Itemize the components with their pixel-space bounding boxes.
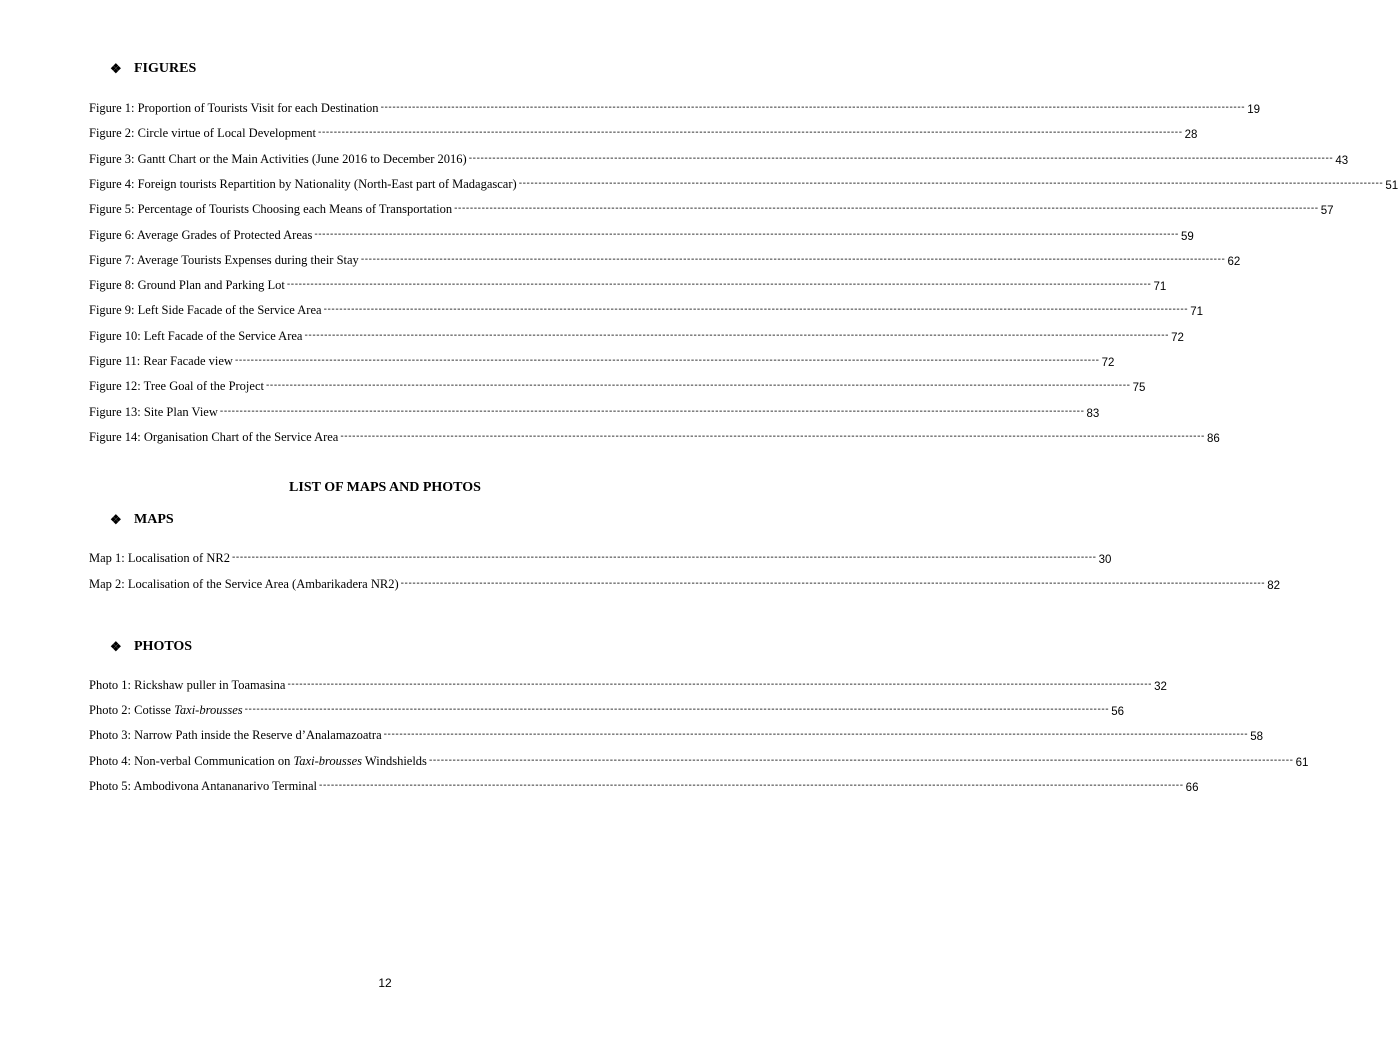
- photos-heading: [110, 639, 192, 655]
- entry-page-number: 66: [1185, 781, 1199, 794]
- figure-entry[interactable]: [89, 201, 1334, 218]
- entry-label-prefix: Photo 5: Ambodivona Antananarivo Terminal: [89, 778, 318, 793]
- entry-label: Figure 11: Rear Facade view: [89, 354, 233, 368]
- figure-entry[interactable]: [89, 429, 1220, 445]
- list-title: LIST OF MAPS AND PHOTOS: [289, 480, 481, 495]
- entry-label: Figure 3: Gantt Chart or the Main Activities (June 2016 to December 2016): [89, 151, 467, 166]
- entry-label: Figure 5: Percentage of Tourists Choosing each Means of Transportation: [89, 202, 453, 217]
- entry-page-number: 75: [1132, 382, 1146, 395]
- dot-leader: ----------------------------------------------------------------------------------------------------------------------------------------------------------------------------------------------------------------------------: [265, 380, 1131, 392]
- dot-leader: ----------------------------------------------------------------------------------------------------------------------------------------------------------------------------------------------------------------------------: [454, 203, 1319, 215]
- entry-page-number: 43: [1335, 154, 1349, 167]
- dot-leader: ----------------------------------------------------------------------------------------------------------------------------------------------------------------------------------------------------------------------------: [304, 329, 1170, 341]
- entry-page-number: 71: [1153, 281, 1167, 294]
- entry-page-number: 82: [1267, 579, 1281, 592]
- figure-entry[interactable]: [89, 227, 1194, 243]
- entry-page-number: 28: [1184, 129, 1198, 142]
- dot-leader: ----------------------------------------------------------------------------------------------------------------------------------------------------------------------------------------------------------------------------: [468, 152, 1334, 164]
- entry-label: Figure 6: Average Grades of Protected Areas: [89, 227, 313, 242]
- dot-leader: ----------------------------------------------------------------------------------------------------------------------------------------------------------------------------------------------------------------------------: [314, 228, 1179, 240]
- figure-entry[interactable]: [89, 277, 1167, 294]
- figure-entry[interactable]: [89, 125, 1198, 142]
- entry-label: Figure 1: Proportion of Tourists Visit for each Destination: [89, 101, 379, 115]
- entry-page-number: 56: [1111, 706, 1125, 719]
- figure-entry[interactable]: [89, 151, 1349, 167]
- page-number: 12: [378, 976, 392, 990]
- figure-entry[interactable]: [89, 176, 1398, 192]
- dot-leader: ----------------------------------------------------------------------------------------------------------------------------------------------------------------------------------------------------------------------------: [323, 304, 1189, 316]
- entry-page-number: 59: [1180, 230, 1194, 243]
- entry-label: Figure 12: Tree Goal of the Project: [89, 379, 264, 394]
- entry-label: Figure 10: Left Facade of the Service Area: [89, 328, 303, 343]
- entry-label: Figure 14: Organisation Chart of the Service Area: [89, 429, 339, 444]
- entry-label: Figure 4: Foreign tourists Repartition by Nationality (North-East part of Madagascar): [89, 176, 517, 191]
- maps-heading-label: MAPS: [134, 512, 174, 527]
- entry-label: Map 1: Localisation of NR2: [89, 551, 230, 565]
- entry-label: Figure 8: Ground Plan and Parking Lot: [89, 278, 285, 293]
- entry-label: Figure 13: Site Plan View: [89, 404, 218, 419]
- figure-entry[interactable]: [89, 353, 1115, 369]
- dot-leader: ----------------------------------------------------------------------------------------------------------------------------------------------------------------------------------------------------------------------------: [244, 704, 1110, 716]
- figure-entry[interactable]: [89, 302, 1203, 319]
- figures-heading-label: FIGURES: [134, 61, 197, 76]
- entry-label-italic: Taxi-brousses: [293, 753, 363, 768]
- dot-leader: ----------------------------------------------------------------------------------------------------------------------------------------------------------------------------------------------------------------------------: [360, 253, 1226, 265]
- figure-entry[interactable]: [89, 378, 1146, 395]
- photo-entry[interactable]: [89, 778, 1199, 794]
- figures-heading: [110, 61, 196, 77]
- entry-label: Figure 9: Left Side Facade of the Service Area: [89, 303, 322, 318]
- entry-label: Figure 7: Average Tourists Expenses during their Stay: [89, 252, 359, 267]
- entry-label: Figure 2: Circle virtue of Local Development: [89, 126, 317, 141]
- entry-label: Map 2: Localisation of the Service Area (Ambarikadera NR2): [89, 576, 399, 591]
- dot-leader: ----------------------------------------------------------------------------------------------------------------------------------------------------------------------------------------------------------------------------: [428, 754, 1294, 766]
- maps-heading: [110, 512, 174, 528]
- entry-label-prefix: Photo 2: Cotisse: [89, 703, 175, 718]
- figure-entry[interactable]: [89, 252, 1241, 268]
- entry-label: [89, 703, 243, 718]
- dot-leader: ----------------------------------------------------------------------------------------------------------------------------------------------------------------------------------------------------------------------------: [380, 102, 1246, 113]
- entry-page-number: 58: [1250, 731, 1264, 744]
- dot-leader: ----------------------------------------------------------------------------------------------------------------------------------------------------------------------------------------------------------------------------: [319, 779, 1184, 791]
- dot-leader: ----------------------------------------------------------------------------------------------------------------------------------------------------------------------------------------------------------------------------: [286, 279, 1152, 291]
- entry-page-number: 86: [1206, 432, 1220, 445]
- dot-leader: ----------------------------------------------------------------------------------------------------------------------------------------------------------------------------------------------------------------------------: [400, 577, 1266, 589]
- dot-leader: ----------------------------------------------------------------------------------------------------------------------------------------------------------------------------------------------------------------------------: [234, 355, 1100, 366]
- dot-leader: ----------------------------------------------------------------------------------------------------------------------------------------------------------------------------------------------------------------------------: [318, 127, 1183, 139]
- photo-entry[interactable]: [89, 727, 1264, 744]
- entry-page-number: 62: [1227, 255, 1241, 268]
- photo-entry[interactable]: [89, 753, 1309, 769]
- entry-page-number: 61: [1295, 756, 1309, 769]
- diamond-bullet-icon: ❖: [110, 61, 122, 76]
- entry-label: [89, 754, 427, 769]
- entry-label: [89, 728, 382, 743]
- map-entry[interactable]: [89, 576, 1281, 592]
- figure-entry[interactable]: [89, 328, 1184, 344]
- entry-page-number: 51: [1385, 179, 1398, 192]
- entry-page-number: 72: [1171, 331, 1184, 344]
- entry-label-italic: Taxi-brousses: [174, 703, 243, 718]
- dot-leader: ----------------------------------------------------------------------------------------------------------------------------------------------------------------------------------------------------------------------------: [340, 430, 1205, 442]
- photos-heading-label: PHOTOS: [134, 639, 193, 654]
- entry-page-number: 83: [1086, 407, 1100, 420]
- entry-page-number: 72: [1101, 357, 1115, 369]
- dot-leader: ----------------------------------------------------------------------------------------------------------------------------------------------------------------------------------------------------------------------------: [383, 729, 1249, 741]
- entry-label: [89, 678, 285, 693]
- diamond-bullet-icon: ❖: [110, 639, 122, 654]
- map-entry[interactable]: [89, 550, 1112, 566]
- entry-page-number: 19: [1247, 104, 1260, 116]
- entry-label-suffix: Windshields: [362, 753, 427, 768]
- dot-leader: ----------------------------------------------------------------------------------------------------------------------------------------------------------------------------------------------------------------------------: [231, 552, 1097, 563]
- entry-label-prefix: Photo 4: Non-verbal Communication on: [89, 753, 294, 768]
- dot-leader: ----------------------------------------------------------------------------------------------------------------------------------------------------------------------------------------------------------------------------: [287, 679, 1153, 690]
- dot-leader: ----------------------------------------------------------------------------------------------------------------------------------------------------------------------------------------------------------------------------: [518, 177, 1384, 189]
- entry-label: [89, 779, 317, 794]
- dot-leader: ----------------------------------------------------------------------------------------------------------------------------------------------------------------------------------------------------------------------------: [219, 405, 1085, 417]
- diamond-bullet-icon: ❖: [110, 512, 122, 527]
- figure-entry[interactable]: [89, 100, 1260, 116]
- entry-label-prefix: Photo 1: Rickshaw puller in Toamasina: [89, 678, 286, 692]
- entry-label-prefix: Photo 3: Narrow Path inside the Reserve d’Analamazoatra: [89, 728, 382, 743]
- figure-entry[interactable]: [89, 404, 1100, 420]
- entry-page-number: 30: [1098, 554, 1112, 566]
- photo-entry[interactable]: [89, 702, 1125, 719]
- entry-page-number: 32: [1154, 681, 1167, 693]
- photo-entry[interactable]: [89, 677, 1167, 693]
- entry-page-number: 71: [1190, 306, 1203, 319]
- entry-page-number: 57: [1320, 205, 1334, 218]
